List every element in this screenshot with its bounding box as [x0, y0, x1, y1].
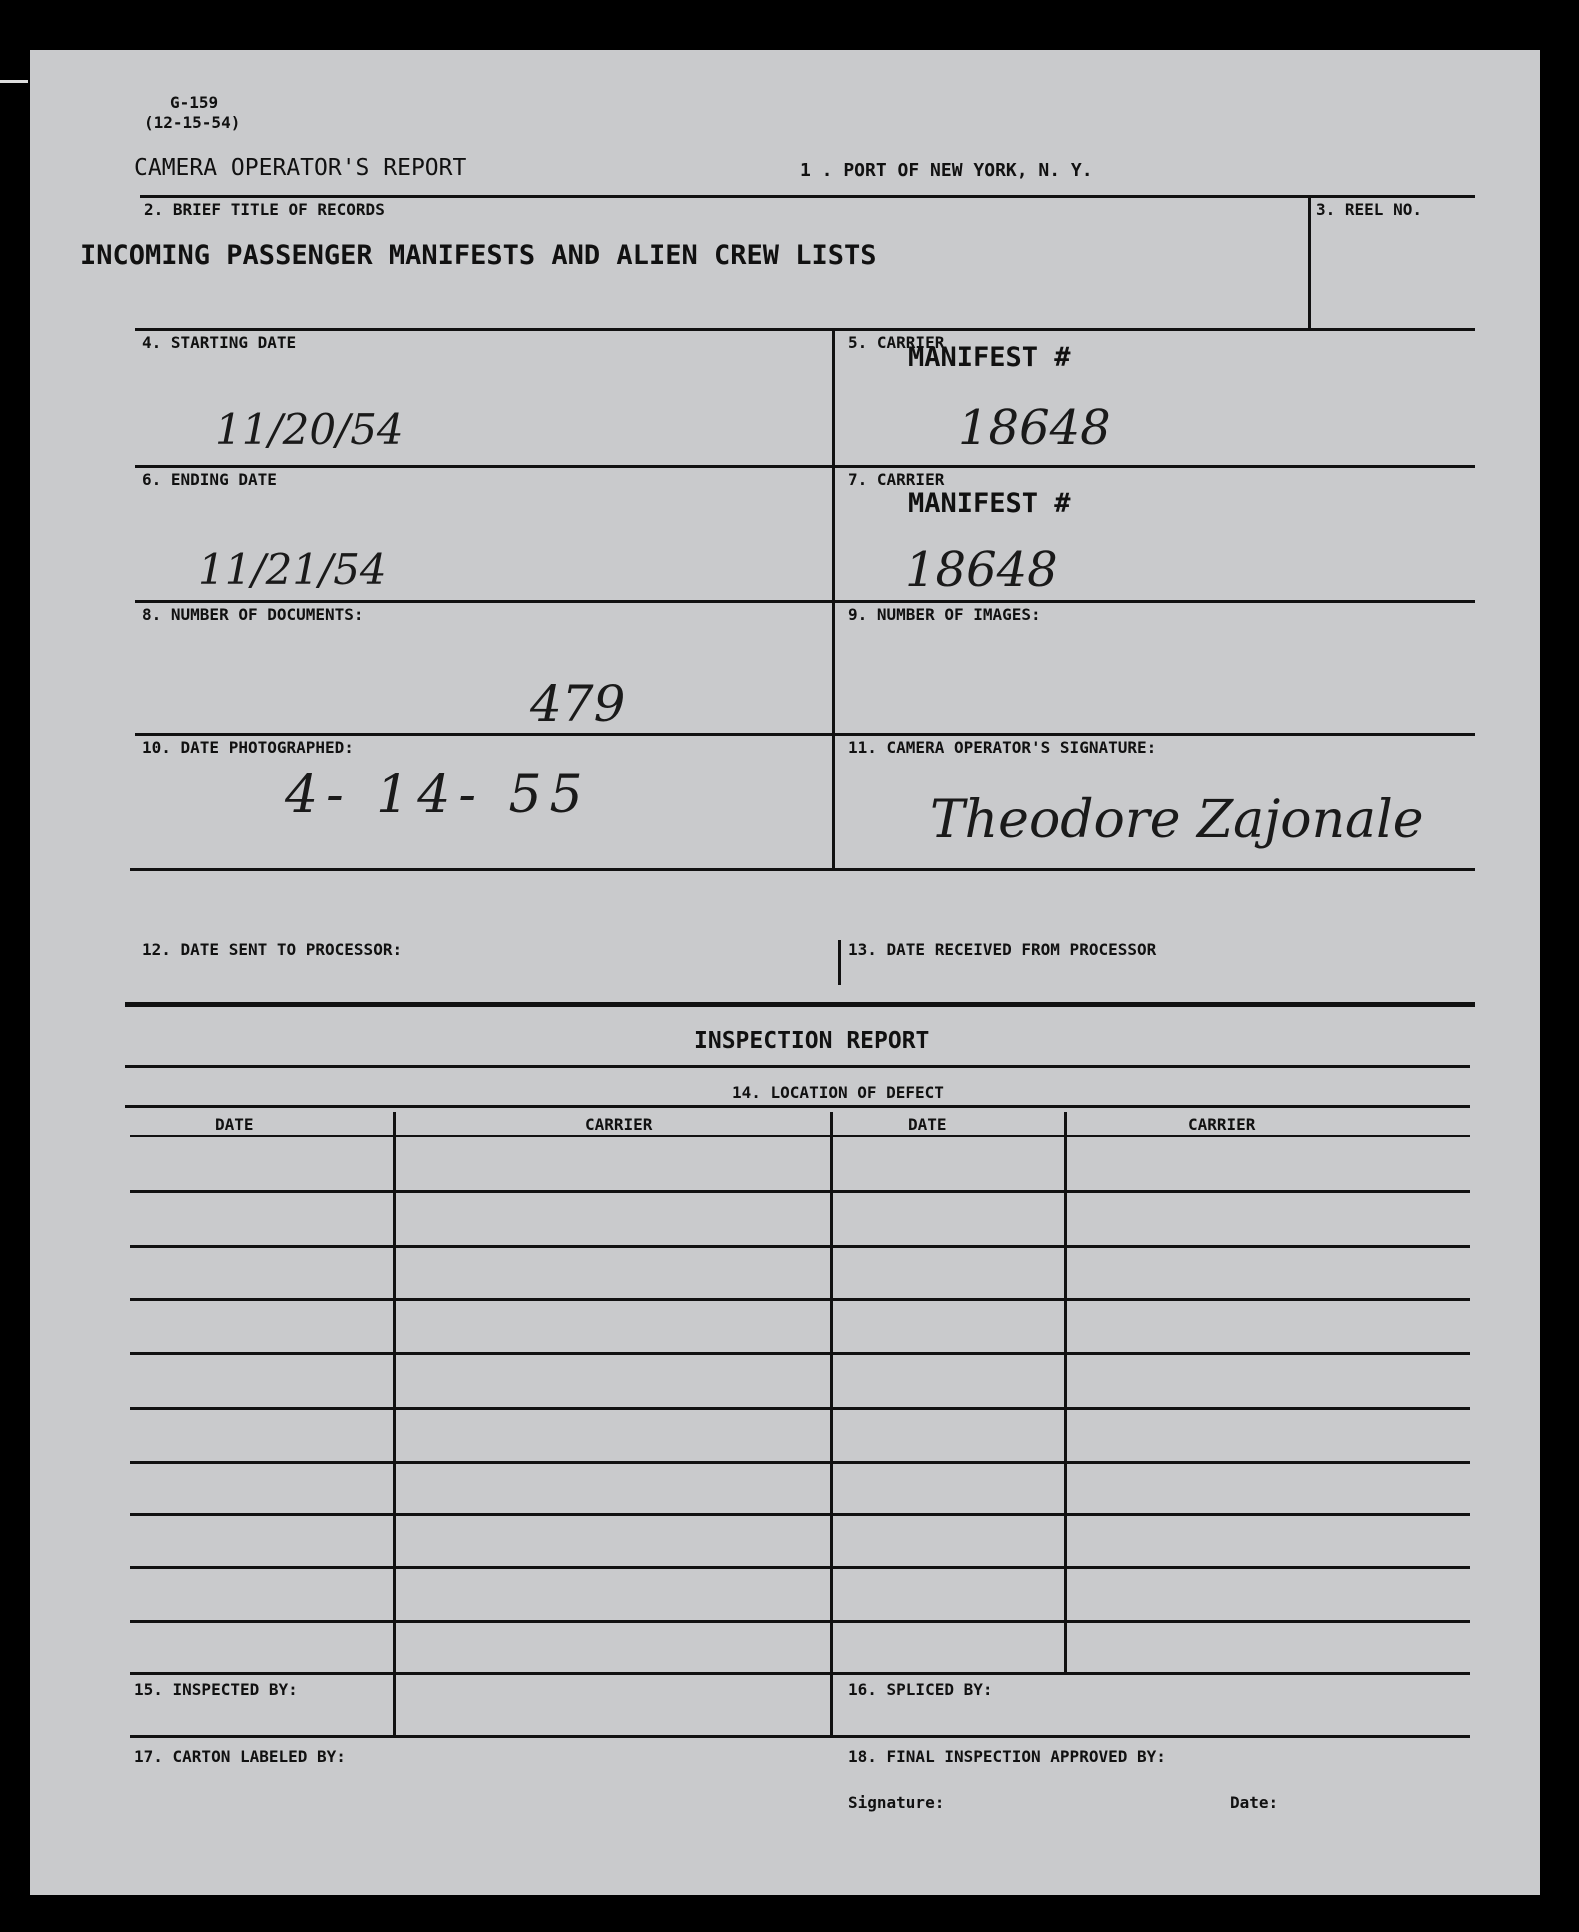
field-6-label: 6. ENDING DATE [142, 470, 277, 489]
date-label: Date: [1230, 1793, 1279, 1812]
field-7-label: 7. CARRIER [848, 470, 945, 489]
field-4-label: 4. STARTING DATE [142, 333, 297, 352]
table-row [130, 1245, 1470, 1248]
field-8-label: 8. NUMBER OF DOCUMENTS: [142, 605, 364, 624]
reel-divider [1308, 197, 1311, 330]
rule-header [140, 195, 1475, 198]
rule-processor [125, 1002, 1475, 1007]
col-header-carrier-2: CARRIER [1188, 1115, 1256, 1134]
table-row [130, 1620, 1470, 1623]
field-17-label: 17. CARTON LABELED BY: [134, 1747, 346, 1766]
ending-date-handwritten: 11/21/54 [198, 545, 387, 594]
ending-manifest-handwritten: 18648 [905, 542, 1058, 598]
field-18-label: 18. FINAL INSPECTION APPROVED BY: [848, 1747, 1166, 1766]
field-13-label: 13. DATE RECEIVED FROM PROCESSOR [848, 940, 1157, 959]
rule-inspected [130, 1735, 1470, 1738]
rule-row-2 [135, 465, 1475, 468]
date-photographed-handwritten: 4- 14- 55 [285, 765, 591, 825]
records-title: INCOMING PASSENGER MANIFESTS AND ALIEN CREW LISTS [80, 240, 877, 271]
processor-divider [838, 940, 841, 985]
field-2-label: 2. BRIEF TITLE OF RECORDS [144, 200, 385, 219]
starting-date-handwritten: 11/20/54 [215, 405, 404, 454]
form-page [30, 50, 1540, 1895]
col-header-date-2: DATE [908, 1115, 947, 1134]
field-3-label: 3. REEL NO. [1316, 200, 1422, 219]
table-row [130, 1513, 1470, 1516]
field-7-typed: MANIFEST # [908, 488, 1071, 519]
scan-edge-mark [0, 80, 28, 83]
col-divider-1 [393, 1112, 396, 1737]
form-title: CAMERA OPERATOR'S REPORT [134, 155, 467, 181]
field-14-label: 14. LOCATION OF DEFECT [732, 1083, 944, 1102]
rule-row-5 [130, 868, 1475, 871]
field-9-label: 9. NUMBER OF IMAGES: [848, 605, 1041, 624]
col-divider-2 [830, 1112, 833, 1737]
form-number: G-159 [170, 93, 219, 112]
table-row [130, 1298, 1470, 1301]
field-12-label: 12. DATE SENT TO PROCESSOR: [142, 940, 403, 959]
table-row [130, 1190, 1470, 1193]
inspection-title: INSPECTION REPORT [694, 1028, 930, 1054]
form-revision-date: (12-15-54) [144, 113, 241, 132]
table-row [130, 1407, 1470, 1410]
field-11-label: 11. CAMERA OPERATOR'S SIGNATURE: [848, 738, 1157, 757]
table-row [130, 1135, 1470, 1137]
field-5-label: 5. CARRIER [848, 333, 945, 352]
col-header-date-1: DATE [215, 1115, 254, 1134]
carrier-manifest-handwritten: 18648 [958, 400, 1111, 456]
table-row [130, 1461, 1470, 1464]
table-row [130, 1566, 1470, 1569]
col-header-carrier-1: CARRIER [585, 1115, 653, 1134]
signature-label: Signature: [848, 1793, 945, 1812]
rule-inspection-title [125, 1065, 1470, 1068]
field-10-label: 10. DATE PHOTOGRAPHED: [142, 738, 354, 757]
field-16-label: 16. SPLICED BY: [848, 1680, 993, 1699]
table-row [130, 1352, 1470, 1355]
port-label: 1 . PORT OF NEW YORK, N. Y. [800, 160, 1093, 181]
field-15-label: 15. INSPECTED BY: [134, 1680, 298, 1699]
rule-row-3 [135, 600, 1475, 603]
document-count-handwritten: 479 [530, 675, 626, 733]
field-5-typed: MANIFEST # [908, 342, 1071, 373]
rule-defect-header [125, 1105, 1470, 1108]
operator-signature-handwritten: Theodore Zajonale [930, 790, 1424, 850]
rule-row-1 [135, 328, 1475, 331]
table-row [130, 1672, 1470, 1675]
rule-row-4 [135, 733, 1475, 736]
col-divider-3 [1064, 1112, 1067, 1672]
